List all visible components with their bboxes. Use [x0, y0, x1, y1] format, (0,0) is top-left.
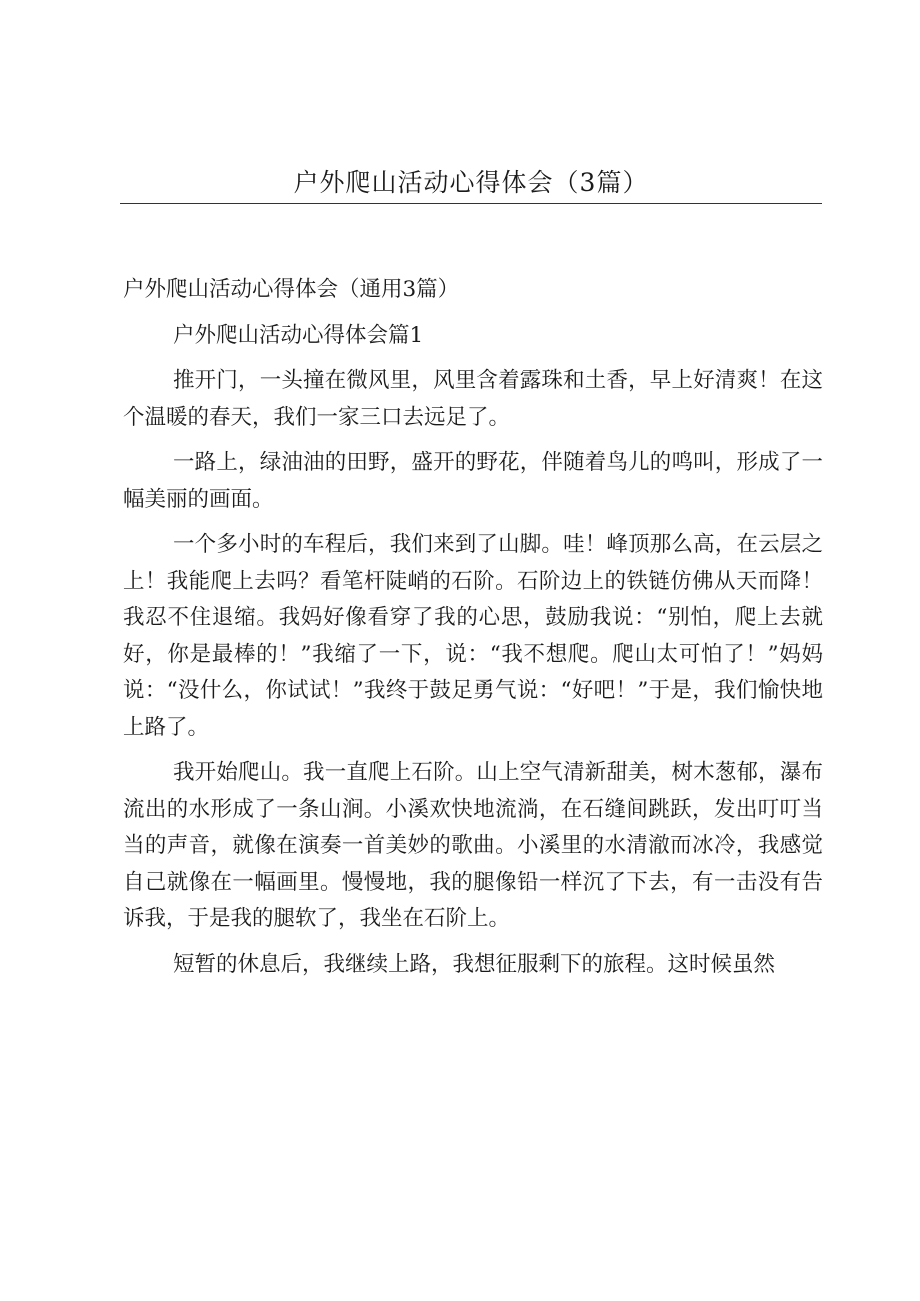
paragraph: 一路上，绿油油的田野，盛开的野花，伴随着鸟儿的鸣叫，形成了一幅美丽的画面。 [123, 450, 823, 512]
paragraph: 推开门，一头撞在微风里，风里含着露珠和土香，早上好清爽！在这个温暖的春天，我们一家三口去远足了。 [123, 368, 823, 430]
document-subtitle: 户外爬山活动心得体会（通用3篇） [123, 277, 460, 302]
title-underline-rule [120, 203, 822, 204]
paragraph: 我开始爬山。我一直爬上石阶。山上空气清新甜美，树木葱郁，瀑布流出的水形成了一条山涧。小溪欢快地流淌，在石缝间跳跃，发出叮叮当当的声音，就像在演奏一首美妙的歌曲。小溪里的水清澈而冰冷，我感觉自己就像在一幅画里。慢慢地，我的腿像铅一样沉了下去，有一击没有告诉我，于是我的腿软了，我坐在石阶上。 [123, 760, 823, 931]
document-body [123, 272, 823, 992]
paragraph: 短暂的休息后，我继续上路，我想征服剩下的旅程。这时候虽然 [173, 951, 776, 977]
document-title: 户外爬山活动心得体会（3篇） [293, 168, 649, 197]
section-heading: 户外爬山活动心得体会篇1 [173, 322, 424, 348]
paragraph: 一个多小时的车程后，我们来到了山脚。哇！峰顶那么高，在云层之上！我能爬上去吗？看笔杆陡峭的石阶。石阶边上的铁链仿佛从天而降！我忍不住退缩。我妈好像看穿了我的心思，鼓励我说：“别怕，爬上去就好，你是最棒的！”我缩了一下，说：“我不想爬。爬山太可怕了！”妈妈说：“没什么，你试试！”我终于鼓足勇气说：“好吧！”于是，我们愉快地上路了。 [123, 532, 823, 740]
